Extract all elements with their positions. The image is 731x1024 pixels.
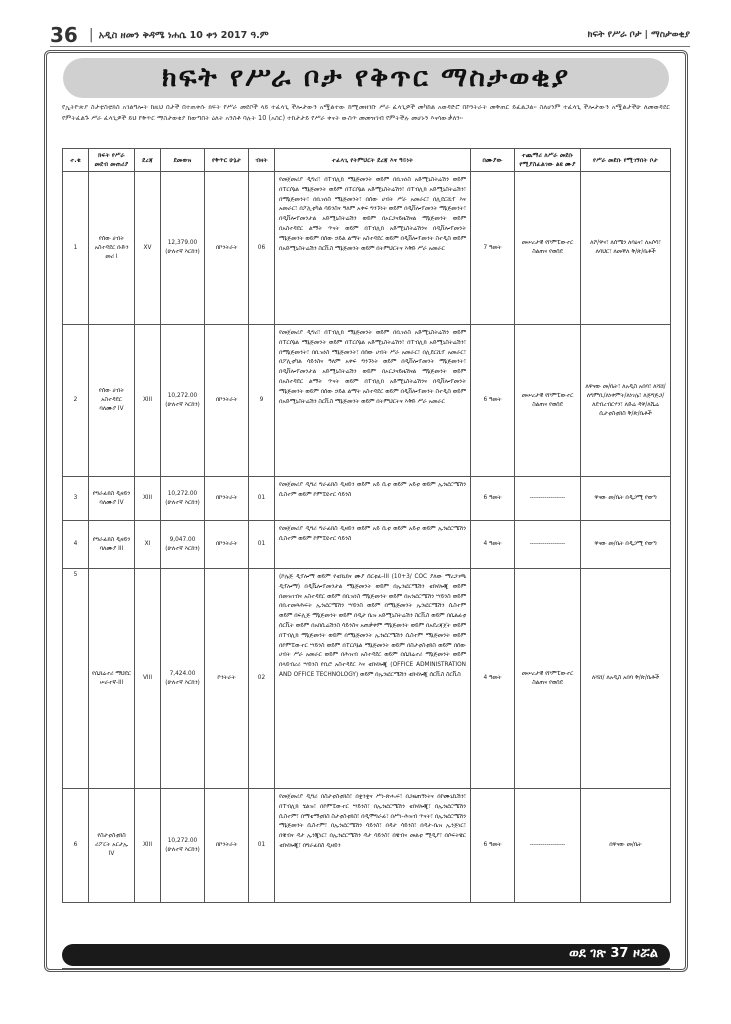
cell-grade: XIII xyxy=(135,325,161,477)
page-number: 36 xyxy=(50,23,78,47)
cell-experience: 6 ዓመት xyxy=(471,789,515,903)
cell-quantity: 01 xyxy=(249,789,275,903)
cell-quantity: 02 xyxy=(249,569,275,789)
col-header-employment: የቅጥር ሁኔታ xyxy=(205,149,249,172)
cell-requirements: የመጀመሪያ ዲግሪ ግራፊክስ ዲዛይን ወይም አይ ሲቲ ወይም አይቲ ወይም ኢንፎርሜሽን ሲስተም ወይም ኮምፒዩተር ሳይንስ xyxy=(275,521,471,569)
cell-grade: XI xyxy=(135,521,161,569)
cell-special-skill: መሠረታዊ የኮምፒውተር ስልጠና የወሰደ xyxy=(515,569,581,789)
cell-salary: 12,379.00 (ሁለተኛ እርከን) xyxy=(161,172,205,325)
section-name: ክፍት የሥራ ቦታ | ማስታወቂያ xyxy=(587,30,690,40)
cell-requirements: የመጀመሪያ ዲግሪ በስታቲስቲክስ፣ በቋንቋና ሥነ-ጽሑፍ፣ በጋዜጠኝነትና በኮሙኒኬሽን፣ በፐብሊክ ሄልዝ፣ በኮምፒውተር ሣይንስ፣ በኢንፎርሜሽን ቴክኖሎጂ፣ በኢንፎርሜሽን ሲስተም፣ በማቴማቲክስ ስታቲስቲክስ፣ በዲሞግራፊ፣ በሥነ-ሕዝብ ጥናት፣ በኢንፎርሜሽን ማኔጅመንት ሲስተም፣ በኢንፎርሜሽን ሳይንስ፣ በዳታ ሳይንስ፣ በዳታ-ቤዝ ኢንጅነር፣ በዌብና ዳታ ኢንጂነር፣ በኢንፎርሜሽን ዳታ ሳይንስ፣ በዌብና መልቲ ሚዲያ፣ በሶፍትዌር ቴክኖሎጂ፣ በግራፊክስ ዲዛይን xyxy=(275,789,471,903)
cell-position: የሰው ሀብት አስተዳደር ባለሙያ IV xyxy=(89,325,135,477)
cell-location: ለሾ/ዋና፣ ለሰሜን ለባዕና፣ ለአሶሳ፣ ለባህር፣ ለመቐለ ቅ/ጽ/ቤቶች xyxy=(581,172,671,325)
cell-quantity: 01 xyxy=(249,477,275,521)
cell-no: 6 xyxy=(63,789,89,903)
col-header-no: ተ.ቁ xyxy=(63,149,89,172)
cell-experience: 4 ዓመት xyxy=(471,521,515,569)
col-header-location: የሥራ መደቡ የሚገኝበት ቦታ xyxy=(581,149,671,172)
cell-employment: በኮንትራት xyxy=(205,521,249,569)
cell-special-skill: መሠረታዊ የኮምፒውተር ስልጠና የወሰደ xyxy=(515,172,581,325)
cell-salary: 7,424.00 (ሁለተኛ እርከን) xyxy=(161,569,205,789)
page-title: ክፍት የሥራ ቦታ የቅጥር ማስታወቂያ xyxy=(161,62,571,93)
cell-employment: ኮንትራት xyxy=(205,569,249,789)
page-header xyxy=(50,24,690,47)
title-banner xyxy=(63,58,669,98)
intro-paragraph: የኢትዮጵያ ስታቲስቲክስ አገልግሎት ከዚህ በታች በተጠቀሱ ክፍት የሥራ መደቦች ላይ ተፈላጊ ችሎታውን አሟልተው ከሚመዘገቡ ሥራ ፈላጊዎች መካከል አወዳድሮ በኮንትራት መቅጠር ይፈልጋል፡፡ ስለሆነም ተፈላጊ ችሎታውን አሟልታችሁ ለመወዳደር የምትፈልጉ ሥራ ፈላጊዎች ይህ የቅጥር ማስታወቂያ ከወጣበት ዕለት አንስቶ ባሉት 10 (አስር) ተከታታይ የሥራ ቀናት ውስጥ መመዝገብ የምትችሉ መሆኑን እናሳውቃለን፡፡ xyxy=(62,103,670,122)
cell-special-skill: ----------------- xyxy=(515,477,581,521)
cell-employment: በኮንትራት xyxy=(205,789,249,903)
cell-employment: በኮንትራት xyxy=(205,325,249,477)
cell-no: 3 xyxy=(63,477,89,521)
footer-rule xyxy=(62,968,670,970)
cell-location: ለሻሸ/ ለአዲስ አበባ ቅ/ጽ/ቤቶች xyxy=(581,569,671,789)
cell-special-skill: ----------------- xyxy=(515,789,581,903)
table-row xyxy=(63,325,671,477)
cell-location: በዋናው መ/ቤት xyxy=(581,789,671,903)
table-row xyxy=(63,521,671,569)
cell-employment: በኮንትራት xyxy=(205,172,249,325)
col-header-position: ክፍት የሥራ መደብ መጠሪያ xyxy=(89,149,135,172)
cell-quantity: 9 xyxy=(249,325,275,477)
col-header-salary: ደመወዝ xyxy=(161,149,205,172)
cell-requirements: የመጀመሪያ ዲግሪ፣ በፐብሊክ ማኔጅመንት ወይም በቢዝነስ አድሚኒስትሬሽን ወይም በፐርሶኔል ማኔጅመንት ወይም በፐርሶኔል አድሚኒስትሬሽን፣ በፐብሊክ አድሚኒስትሬሽን፣ በማኔጅመንት፣ በቢዝነስ ማኔጅመንት፣ በሰው ሀብት ሥራ አመራር፣ በሊደርሺፕ እና አመራር፣ በፖሊቲካል ሳይንስና ዓለም አቀፍ ግንኙነት ወይም በዲቨሎፕመንት ማኔጅመንት፣ በዲቨሎፕመንታል አድሚኒስትሬሽን ወይም በኦርጋናይዜሽናል ማኔጅመንት ወይም በአስተዳደር ልማት ጥናት ወይም በፐብሊክ አድሚኒስትሬሽንና በዲቨሎፕመንት ማኔጅመንት ወይም በሰው ኃይል ልማት አስተዳደር ወይም በዲቨሎፕመንት ስተዲስ ወይም በአድሚኒስትሬሽን ስርቪስ ማኔጅመንት ወይም በትምህርትና እቅድ ሥራ አመራር xyxy=(275,172,471,325)
col-header-grade: ደረጃ xyxy=(135,149,161,172)
header-separator: | xyxy=(88,27,94,43)
cell-salary: 10,272.00 (ሁለተኛ እርከን) xyxy=(161,477,205,521)
cell-experience: 7 ዓመት xyxy=(471,172,515,325)
cell-quantity: 06 xyxy=(249,172,275,325)
table-row xyxy=(63,569,671,789)
cell-no: 1 xyxy=(63,172,89,325)
cell-position: የስታቲስቲክስ ሪፖርት አርታኢ IV xyxy=(89,789,135,903)
cell-requirements: የመጀመሪያ ዲግሪ፣ በፐብሊክ ማኔጅመንት ወይም በቢዝነስ አድሚኒስትሬሽን ወይም በፐርሶኔል ማኔጅመንት ወይም በፐርሶኔል አድሚኒስትሬሽን፣ በፐብሊክ አድሚኒስትሬሽን፣ በማኔጅመንት፣ በቢዝነስ ማኔጅመንት፣ በሰው ሀብት ሥራ አመራር፣ በሊደርሺፕ አመራር፣ በፖሊቲካል ሳይንስና ዓለም አቀፍ ግንኙነት ወይም በዲቨሎፕመንት ማኔጅመንት፣ በዲቨሎፕመንታል አድሚኒስትሬሽን ወይም በኦርጋናይዜሽናል ማኔጅመንት ወይም በአስተዳደር ልማት ጥናት ወይም በፐብሊክ አድሚኒስትሬሽንና በዲቨሎፕመንት ማኔጅመንት ወይም በሰው ኃይል ልማት አስተዳደር ወይም በዲቨሎፕመንት ስተዲስ ወይም በአድሚኒስትሬሽን ስርቪስ ማኔጅመንት ወይም በትምህርትና እቅድ ሥራ አመራር xyxy=(275,325,471,477)
cell-position: የሴክሬተሪ ማህደር ሠራተኛ-III xyxy=(89,569,135,789)
table-row xyxy=(63,172,671,325)
cell-position: የሰው ሀብት አስተዳደር ቡድን መሪ I xyxy=(89,172,135,325)
cell-grade: XIII xyxy=(135,477,161,521)
table-row xyxy=(63,477,671,521)
col-header-special-skill: ተጨማሪ ለሥራ መደቡ የሚያስፈልገው ልዩ ሙያ xyxy=(515,149,581,172)
cell-employment: በኮንትራት xyxy=(205,477,249,521)
table-header-row xyxy=(63,149,671,172)
newspaper-date: አዲስ ዘመን ቅዳሜ ነሐሴ 10 ቀን 2017 ዓ.ም xyxy=(98,29,269,41)
cell-salary: 10,272.00 (ሁለተኛ እርከን) xyxy=(161,325,205,477)
cell-grade: XV xyxy=(135,172,161,325)
cell-location: ዋናው መ/ቤት በዲጋሚ የወጣ xyxy=(581,477,671,521)
continuation-banner xyxy=(62,944,670,966)
cell-no: 2 xyxy=(63,325,89,477)
table-row xyxy=(63,789,671,903)
cell-experience: 6 ዓመት xyxy=(471,325,515,477)
cell-experience: 6 ዓመት xyxy=(471,477,515,521)
cell-no: 5 xyxy=(63,569,89,789)
col-header-requirements: ተፈላጊ የትምህርት ደረጃ እና ዓይነት xyxy=(275,149,471,172)
cell-quantity: 01 xyxy=(249,521,275,569)
cell-requirements: (ኮሌጅ ዲፕሎማ ወይም የቴክኒክና ሙያ ሰርቲፊ-III (10+3/ COC ያለው ማረጋገጫ ዲፕሎማ) በዲቬሎፕመንታል ማኔጅመንት ወይም በኢንፎርሜሽን ቴክኖሎጂ ወይም በመዝገብና አስተዳደር ወይም በቢዝነስ ማኔጅመንት ወይም በአንፎርሜሽን ሣይንስ ወይም በቢተመጻሕፍት ኢንፎርሜሽን ሣይንስ ወይም በማኔጅመንት ኢንፎርሜሽን ሲስተም ወይም በፍሊጅ ማኔጅመንት ወይም በዲታ ቤዝ አድሚኒስትሬሽን ስርቪስ ወይም በሴልፊቲ ሰርቪት ወይም በአክሲሬሽንስ ሳይንስና አጠቃቀም ማኔጅመንት ወይም በአደረጃጀት ወይም በፐብሊክ ማኔጅመንት ወይም በማኔጅመንት ኢንፎርሜሽን ሲስተም ማኔጅመንት ወይም በኮምፒውተር ሣይንስ ወይም በፐርሶኔል ማኔጅመንት ወይም በስታቲስቲክስ ወይም በሰው ሀብት ሥራ አመራር ወይም በሕዝብ አስተዳደር ወይም በሴክሬተሪ ማኔጅመንት ወይም በላይብረሪ ሣይንስ የቢሮ አስተዳደር እና ቴክኖሎጂ (OFFICE ADMINISTRATION AND OFFICE TECHNOLOGY) ወይም በኢንፎርሜሽን ቴክኖሎጂ ሰርቪስ ስርቪስ xyxy=(275,569,471,789)
cell-position: የግራፊክስ ዲዛይን ባለሙያ III xyxy=(89,521,135,569)
cell-experience: 4 ዓመት xyxy=(471,569,515,789)
vacancy-table xyxy=(62,148,671,903)
cell-salary: 10,272.00 (ሁለተኛ እርከን) xyxy=(161,789,205,903)
cell-position: የግራፊክስ ዲዛይን ባለሙያ IV xyxy=(89,477,135,521)
cell-requirements: የመጀመሪያ ዲግሪ ግራፊክስ ዲዛይን ወይም አይ ሲቲ ወይም አይቲ ወይም ኢንፎርሜሽን ሲስተም ወይም ኮምፒዩተር ሳይንስ xyxy=(275,477,471,521)
continuation-text: ወደ ገጽ 37 ዞሯል xyxy=(569,946,658,961)
col-header-experience: በሙያው xyxy=(471,149,515,172)
cell-grade: XIII xyxy=(135,789,161,903)
col-header-quantity: ብዛት xyxy=(249,149,275,172)
cell-no: 4 xyxy=(63,521,89,569)
cell-grade: VIII xyxy=(135,569,161,789)
cell-salary: 9,047.00 (ሁለተኛ እርከን) xyxy=(161,521,205,569)
cell-location: ዋናው መ/ቤት በዲጋሚ የወጣ xyxy=(581,521,671,569)
cell-special-skill: መሠረታዊ የኮምፒውተር ስልጠና የወሰደ xyxy=(515,325,581,477)
cell-special-skill: ----------------- xyxy=(515,521,581,569)
cell-location: ለዋናው መ/ቤት፣ ለአዲስ አበባ፣ ለሻሸ/ለግምቢ/ለነቀምት/ለነገሌ፣ ለጅግጅጋ/ለደብረብርሃን፣ ለድሬ ዳዋ/ለሼሬ ሲታቲስቲክስ ቅ/ጽ/ቤቶች xyxy=(581,325,671,477)
